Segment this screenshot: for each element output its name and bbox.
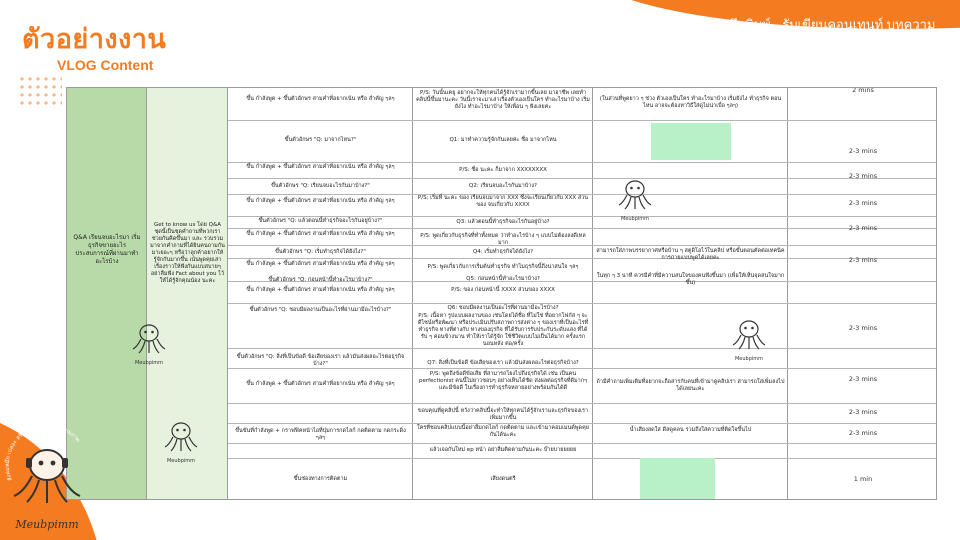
row-11-dialogue: P/S: ของ ก่อนหน้านี้ XXXX ส่วนของ XXXX — [451, 287, 555, 293]
row-13-dialogue: P/S: เนื้อหา รูปแบบผลงานของ เช่นโดยได้ชื่อ ที่ไม่ใช่ ที่อยากโฟกัส ๆ จะดีไซน์หรือพัฒนา หรือประเมินปรับสภาพการส่งต่าง ๆ ของเราที่เป็นอะไรที่ทำธุรกิจ ทางที่ต่างกับ ทางของธุรกิจ ที่ได้รับการรับประกันระดับแสง ที่ได้รับ ๆ ค่อนข้างนาน ทำให้เราได้รู้จัก ใช้ชีวิตแบบไม่เป็นได้มาก ครั้งแรกนอนหลัง ต่อ/ครั้ง — [417, 313, 589, 347]
row-2-script: ขึ้นตัวอักษร "Q: มาจากไหน?" — [284, 137, 357, 143]
image-placeholder — [651, 123, 731, 160]
mascot-label: Meubpimm — [134, 360, 164, 366]
row-18-dialogue: แล้วเจอกันใหม่ ep หน้า อย่าลืมติดตามกันนะคะ บ๊ายบายยยยย — [429, 447, 577, 453]
row-2-dialogue: Q1: มาทำความรู้จักกันเลยค่ะ ชื่อ มาจากไหน — [449, 137, 557, 143]
brand-logo — [2, 420, 92, 538]
concept-text: Get to know us โดย Q&A ชุดนี้เป็นชุดคำถามที่พวกเราช่วยกันคิดขึ้นมา และ รวบรวมมาจากคำถามที่ได้ยินคนถามกันมาเยอะๆ หรือว่าลูกค้าอยากให้รู้จักกันมากขึ้น เน้นพูดคุยเล่าเรื่องราวให้ฟังกันแบบสบายๆ อย่าลืมฟัง Fact about you ไว้ให้ได้รู้จักคุณน้อง นะคะ — [150, 222, 225, 284]
row-8-note: สามารถใส่ภาพบรรยากาศหรือบ้าน ๆ สตูดิโอไว้ในคลิป หรือขั้นตอนตัดต่อเทคนิคการถ่ายแบบพูดได้เลยคะ — [596, 248, 785, 261]
page-subtitle: VLOG Content — [57, 57, 154, 73]
row-17-script: ขึ้นขันที่กำลังพูด + กราฟฟิคหน้าไอที่ปุ่มการกดไลก์ กดติดตาม กดกระดิ่ง ๆลๆ — [235, 428, 406, 441]
row-12-duration: 2-3 mins — [848, 324, 878, 332]
row-4-duration: 2-3 mins — [848, 172, 878, 180]
row-10-note: ในทุก ๆ 3 นาที ควรมีคำที่มีความสนใจของคนฟังขึ้นมา (เพื่อให้เห็นจุดสนใจมากขึ้น) — [596, 273, 785, 286]
row-19-dialogue: เสียงดนตรี — [490, 476, 516, 482]
row-3-dialogue: P/S: ชื่อ นะคะ ก็มาจาก XXXXXXXX — [459, 167, 547, 173]
row-15-dialogue: P/S: พูดถึงข้อดีข้อเสีย ที่สามารถโยงไปถึงธุรกิจได้ เช่น เป็นคน perfectionist คนนี้ไม่ยาวชอบๆ อย่างเห็นได้ชัด ส่งผลต่อธุรกิจที่ดีมากๆ และมีข้อดี ในเรื่องการทำธุรกิจหลายอย่างพร้อมกันได้ดี — [418, 371, 588, 391]
row-19-script: ขึ้นช่องทางการติดตาม — [293, 476, 348, 482]
row-6-script: ขึ้นตัวอักษร "Q: แล้วตอนนี้ทำธุรกิจอะไรกันอยู่บ้าง?" — [258, 218, 383, 224]
row-10-dialogue: Q5: ก่อนหน้านี้ทำอะไรมาบ้าง? — [466, 276, 540, 282]
mascot-label: Meubpimm — [166, 458, 196, 464]
row-12-dialogue: Q6: ชอบมีผลงานเป็นอะไรที่ผ่านมามีอะไรบ้าง? — [447, 305, 559, 311]
row-7-script: ขึ้น กำลังพูด + ขึ้นตัวอักษร สามคำที่อยากเน้น หรือ สำคัญ ๆลๆ — [246, 231, 395, 237]
row-17-duration: 2-3 mins — [848, 429, 878, 437]
row-5-dialogue: P/S: เริ่มที่ นะคะ ของ เรียนจบมาจาก XXX ซึ่งจะเรียนเกี่ยวกับ XXX ส่วนของ จบเกี่ยวกับ XXXX — [417, 195, 589, 208]
row-14-dialogue: Q7: สิ่งที่เป็นข้อดี ข้อเสียของเรา แล้วมันส่งผลอะไรต่อธุรกิจบ้าง? — [427, 360, 579, 366]
row-17-note: น้ำเสียงสดใส ดีสดูคลน รวมถึงใส่ความที่ติดใจขึ้นไป — [629, 427, 752, 433]
row-8-dialogue: Q4: เริ่มทำธุรกิจได้ยังไง? — [472, 249, 534, 255]
row-14-script: ขึ้นตัวอักษร "Q: สิ่งที่เป็นข้อดี ข้อเสียของเรา แล้วมันส่งผลอะไรต่อธุรกิจบ้าง?" — [236, 354, 405, 367]
logo-arc-text: สังคมหมึก เปลอะ สร้างสรรค์คอนเทนต์คุณภาพ — [4, 422, 81, 482]
logo-text: Meubpimm — [15, 518, 79, 531]
row-1-note: (ในส่วนที่พูดยาว ๆ ช่วง ตัวเองเป็นใคร ทำอะไรมาบ้าง เริ่มยังไง ทำธุรกิจ ตอนไหน อาจจะต้องหาวิธีใส่ดูไม่น่าเบื่อ ๆลๆ) — [599, 96, 782, 109]
octopus-mascot-icon — [729, 316, 769, 362]
row-8-script: ขึ้นตัวอักษร "Q: เริ่มทำธุรกิจได้ยังไง?" — [275, 249, 366, 255]
script-table — [66, 87, 937, 500]
octopus-mascot-icon — [161, 418, 201, 464]
row-11-script: ขึ้น กำลังพูด + ขึ้นตัวอักษร สามคำที่อยากเน้น หรือ สำคัญ ๆลๆ — [246, 287, 395, 293]
row-17-dialogue: ใครที่ชอบคลิปแบบนี้อย่าลืมกดไลก์ กดติดตาม และเข้ามาคอมเมนต์พูดคุยกันได้นะคะ — [417, 425, 589, 438]
mascot-label: Meubpimm — [620, 216, 650, 222]
mascot-label: Meubpimm — [734, 356, 764, 362]
row-4-dialogue: Q2: เรียนจบอะไรกันมาบ้าง? — [469, 183, 537, 189]
octopus-mascot-icon — [615, 176, 655, 222]
row-1-script: ขึ้น กำลังพูด + ขึ้นตัวอักษร สามคำที่อยากเน้น หรือ สำคัญ ๆลๆ — [246, 96, 395, 102]
row-4-script: ขึ้นตัวอักษร "Q: เรียนจบอะไรกันมาบ้าง?" — [271, 183, 370, 189]
row-16-dialogue: ขอบคุณที่ดูคลิปนี้ หวังว่าคลิปนี้จะทำให้ทุกคนได้รู้จักเราและธุรกิจของเราเพิ่มมากขึ้น — [417, 408, 589, 421]
row-12-script: ขึ้นตัวอักษร "Q: ชอบมีผลงานเป็นอะไรที่ผ่านมามีอะไรบ้าง?" — [249, 307, 392, 313]
topic-text: Q&A เรียนจบอะไรมา เริ่มธุรกิจขายอะไร ประสบการณ์ที่ผ่านมาทำอะไรบ้าง — [73, 234, 141, 265]
row-15-note: ถ้ามีคำถามเพิ่มเติมที่อยากจะถือสารกับคนที่เข้ามาดูคลิปเรา สามารถใส่เพิ่มลงไปได้เลยนะคะ — [596, 379, 785, 392]
header-brand-text: หมึกพิมพ์ - รับเขียนคอนเทนท์ บทความ — [720, 17, 936, 32]
row-6-dialogue: Q3: แล้วตอนนี้ทำธุรกิจอะไรกันอยู่บ้าง? — [456, 219, 550, 225]
row-10-script: ขึ้นตัวอักษร "Q: ก่อนหน้านี้ทำอะไรมาบ้าง?" — [268, 277, 373, 283]
row-5-script: ขึ้น กำลังพูด + ขึ้นตัวอักษร สามคำที่อยากเน้น หรือ สำคัญ ๆลๆ — [246, 198, 395, 204]
row-9-script: ขึ้น กำลังพูด + ขึ้นตัวอักษร สามคำที่อยากเน้น หรือ สำคัญ ๆลๆ — [246, 261, 395, 267]
decorative-dot-pattern — [18, 75, 62, 105]
row-10-duration: 2-3 mins — [848, 256, 878, 264]
row-14-duration: 2-3 mins — [848, 375, 878, 383]
row-19-duration: 1 min — [853, 475, 873, 483]
row-15-script: ขึ้น กำลังพูด + ขึ้นตัวอักษร สามคำที่อยากเน้น หรือ สำคัญ ๆลๆ — [246, 381, 395, 387]
row-9-dialogue: P/S: พูดเกี่ยวกับการเริ่มต้นทำธุรกิจ ทำไมธุรกิจนี้ถึงน่าสนใจ ๆลๆ — [427, 264, 579, 270]
row-2-duration: 2-3 mins — [848, 147, 878, 155]
row-6-duration: 2-3 mins — [848, 199, 878, 207]
page-title: ตัวอย่างงาน — [22, 24, 167, 55]
row-8-duration: 2-3 mins — [848, 224, 878, 232]
row-1-dialogue: P/S: วันนั้นเคยู อยากจะให้ทุกคนได้รู้จักเรามากขึ้นเลย มาอาชีพ เลยทำคลิปนี้ขึ้นมานะคะ วันนี้เราจะมาเล่าเรื่องตัวเองเป็นใคร ทำอะไรมาบ้าง เริ่มยังไง ทำอะไรมาบ้าง ให้เพื่อน ๆ ฟังเลยค่ะ — [416, 90, 590, 110]
row-15-duration: 2-3 mins — [848, 408, 878, 416]
row-3-script: ขึ้น กำลังพูด + ขึ้นตัวอักษร สามคำที่อยากเน้น หรือ สำคัญ ๆลๆ — [246, 164, 395, 170]
row-7-dialogue: P/S: พูดเกี่ยวกับธุรกิจที่ทำทั้งหมด ว่าทำอะไรบ้าง ๆ แบบไม่ต้องลงดีเทลมาก — [420, 233, 586, 246]
image-placeholder — [640, 458, 715, 500]
octopus-mascot-icon — [129, 320, 169, 366]
row-1-duration: 2 mins — [852, 87, 874, 94]
